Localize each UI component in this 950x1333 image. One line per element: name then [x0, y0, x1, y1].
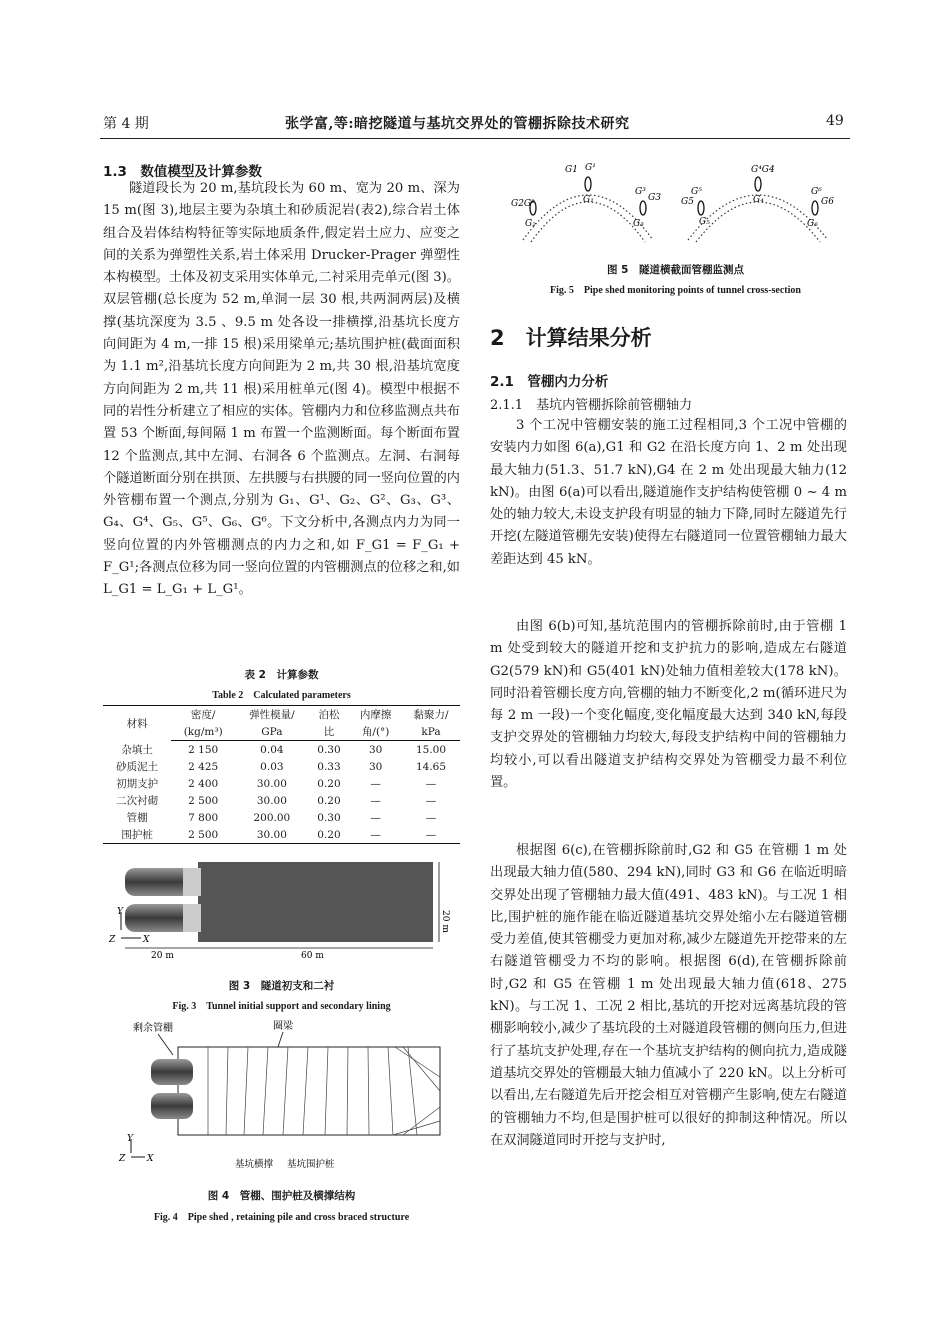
fig5-label: G5 [681, 197, 694, 207]
cell: 围护桩 [103, 826, 171, 844]
cell: — [349, 826, 402, 844]
fig4-axis-y-label: Y [127, 1134, 133, 1144]
fig5-label: G3 [648, 193, 661, 203]
right-paragraph-1: 3 个工况中管棚安装的施工过程相同,3 个工况中管棚的安装内力如图 6(a),G1 和 G2 在沿长度方向 1、2 m 处出现最大轴力(51.3、51.7 kN),G4 在 2 m 处出现最大轴力(12 kN)。由图 6(a)可以看出,隧道施作支护结构使管棚 0 ~ 4 m 处的轴力较大,未设支护段有明显的轴力下降,同时左隧道先行开挖(左隧道管棚先安装)使得左右隧道同一位置管棚轴力最大差距达到 45 kN。 [490, 418, 847, 567]
cell: 30.00 [256, 777, 287, 790]
dim-20m-v: 20 m [440, 910, 450, 933]
header-page: 49 [826, 113, 844, 129]
fig3-caption: 图 3 隧道初支和二衬 [228, 980, 335, 992]
cell: 0.20 [309, 826, 350, 844]
cell: 0.30 [317, 743, 341, 756]
cell: 0.20 [317, 777, 341, 790]
cell: 初期支护 [116, 778, 159, 790]
right-paragraph-2: 由图 6(b)可知,基坑范围内的管棚拆除前时,由于管棚 1 m 处受到较大的隧道开挖和支护抗力的影响,造成左右隧道 G2(579 kN)和 G5(401 kN)处轴力值相差较大(178 kN)。同时沿着管棚长度方向,管棚的轴力不断变化,2 m(循环进尺为每 2 m 一段)一个变化幅度,变化幅度最大达到 340 kN,每段支护交界处的管棚轴力均较大,每段支护结构中间的管棚轴力均较小,可以看出隧道支护结构交界处为管棚受力最不利位置。 [490, 619, 847, 791]
label-pile: 基坑围护桩 [287, 1159, 335, 1170]
soil-block [198, 862, 433, 942]
label-ring-beam: 圈梁 [273, 1021, 293, 1032]
section-2-1-heading: 2.1 管棚内力分析 [490, 374, 609, 390]
th-density-unit: (kg/m³) [171, 723, 235, 741]
fig5-label: G⁴G4 [751, 165, 775, 175]
header-rule [100, 138, 850, 139]
brace-lines [208, 1047, 440, 1135]
cell: — [425, 777, 437, 790]
fig5-caption-en: Fig. 5 Pipe shed monitoring points of tunnel cross-section [550, 285, 801, 296]
cell: 15.00 [415, 743, 447, 756]
table2-caption: 表 2 计算参数 [244, 669, 319, 681]
table-row [103, 758, 460, 775]
cell: — [370, 777, 381, 790]
section-2-heading: 2 计算结果分析 [490, 326, 652, 350]
fig4-axis-x-label: X [147, 1154, 154, 1164]
section-1-3-heading: 1.3 数值模型及计算参数 [103, 164, 262, 180]
figure-5-monitoring-points [503, 160, 848, 252]
cell: 管棚 [126, 812, 148, 824]
cell: 2 500 [188, 794, 219, 807]
leader-remaining [158, 1034, 173, 1055]
fig5-label: G₅ [699, 217, 710, 227]
fig5-label: G₁ [583, 195, 594, 205]
remaining-pipes [151, 1059, 193, 1119]
th-modulus-unit: GPa [235, 723, 309, 741]
th-material: 材料 [103, 706, 171, 741]
th-poisson: 泊松 [309, 706, 350, 724]
table-row [103, 741, 460, 759]
figure-3-model [103, 858, 460, 966]
cell: 2 500 [171, 826, 235, 844]
cell: 砂质泥土 [116, 761, 159, 773]
cell: 0.20 [317, 794, 341, 807]
th-density: 密度/ [171, 706, 235, 724]
table-row [103, 792, 460, 809]
pit-box [178, 1047, 440, 1135]
axis-x-label: X [143, 935, 150, 945]
cell: 30.00 [256, 794, 287, 807]
cell: — [425, 794, 437, 807]
th-poisson-unit: 比 [309, 723, 350, 741]
fig5-label: G⁶ [811, 187, 822, 197]
table-row [103, 809, 460, 826]
cell: 杂填土 [121, 743, 153, 756]
cell: 30.00 [235, 826, 309, 844]
table-row [103, 826, 460, 844]
fig3-caption-en: Fig. 3 Tunnel initial support and secondary lining [172, 1001, 391, 1012]
monitor-ellipses [530, 177, 818, 215]
fig5-label: G¹ [585, 163, 596, 173]
header-title: 张学富,等:暗挖隧道与基坑交界处的管棚拆除技术研究 [285, 116, 630, 132]
axis-y-label: Y [117, 907, 123, 917]
section-2-1-1-heading: 2.1.1 基坑内管棚拆除前管棚轴力 [490, 398, 693, 413]
cell: — [425, 811, 437, 824]
label-remaining-pipe: 剩余管棚 [133, 1023, 173, 1034]
th-friction-unit: 角/(°) [349, 723, 402, 741]
th-modulus: 弹性模量/ [235, 706, 309, 724]
cell: 14.65 [415, 760, 447, 773]
cell: 2 425 [188, 760, 219, 773]
header-issue: 第 4 期 [103, 116, 149, 132]
fig5-label: G³ [635, 187, 646, 197]
table2-caption-en: Table 2 Calculated parameters [212, 690, 351, 701]
cell: — [370, 794, 381, 807]
th-cohesion-unit: kPa [402, 723, 460, 741]
fig5-label: G₆ [807, 219, 818, 229]
cell: — [370, 811, 381, 824]
table-2 [103, 705, 460, 844]
th-cohesion: 黏聚力/ [402, 706, 460, 724]
cell: 30 [368, 760, 383, 773]
label-brace: 基坑横撑 [235, 1159, 274, 1170]
right-paragraph-3: 根据图 6(c),在管棚拆除前时,G2 和 G5 在管棚 1 m 处出现最大轴力值(580、294 kN),同时 G3 和 G6 在临近明暗交界处出现了管棚轴力最大值(491、483 kN)。与工况 1 相比,围护桩的施作能在临近隧道基坑交界处缩小左右隧道管棚受力差值,使其管棚受力更加对称,减少左隧道先开挖带来的左右隧道管棚受力不均的影响。根据图 6(d),在管棚拆除前时,G2 和 G5 在管棚 1 m 处出现最大轴力值(618、275 kN)。与工况 1、工况 2 相比,基坑的开挖对远离基坑段的管棚影响较小,减少了基坑段的土对隧道段管棚的侧向压力,但进行了基坑支护处理,存在一个基坑支护结构的侧向抗力,造成隧道基坑交界处的管棚最大轴力值减小了 220 kN。以上分析可以看出,左右隧道先后开挖会相互对管棚产生影响,使左右隧道的管棚轴力不均,但是围护桩可以很好的抑制这种情况。所以在双洞隧道同时开挖与支护时, [490, 843, 847, 1148]
fig5-label: G1 [565, 165, 578, 175]
fig5-label: G₃ [633, 219, 644, 229]
figure-4-structure [103, 1017, 460, 1175]
fig5-label: G⁵ [691, 187, 702, 197]
cell: 0.30 [317, 811, 341, 824]
left-paragraph-1: 隧道段长为 20 m,基坑段长为 60 m、宽为 20 m、深为 15 m(图 3),地层主要为杂填土和砂质泥岩(表2),综合岩土体组合及岩体结构特征等实际地质条件,假定岩土应力、应变之间的关系为弹塑性关系,岩土体采用 Drucker-Prager 弹塑性本构模型。土体及初支采用实体单元,二衬采用壳单元(图 3)。双层管棚(总长度为 52 m,单洞一层 30 根,共两洞两层)及横撑(基坑深度为 3.5 、9.5 m 处各设一排横撑,沿基坑长度方向间距为 4 m,一排 15 根)采用梁单元;基坑围护桩(截面面积为 1.1 m²,沿基坑长度方向间距为 2 m,共 30 根,沿基坑宽度方向间距为 2 m,共 11 根)采用桩单元(图 4)。模型中根据不同的岩性分析建立了相应的实体。管棚内力和位移监测点共布置 53 个断面,每间隔 1 m 布置一个监测断面。每个断面布置 12 个监测点,其中左洞、右洞各 6 个监测点。左洞、右洞每个隧道断面分别在拱顶、左拱腰与右拱腰的同一竖向位置的内外管棚布置一个测点,分别为 G₁、G¹、G₂、G²、G₃、G³、G₄、G⁴、G₅、G⁵、G₆、G⁶。下文分析中,各测点内力为同一竖向位置的内外管棚测点的内力之和,如 F_G1 = F_G₁ + F_G¹;各测点位移为同一竖向位置的内管棚测点的位移之和,如 L_G1 = L_G₁ + L_G¹。 [103, 181, 460, 598]
cell: 2 400 [188, 777, 219, 790]
fig5-label: G6 [821, 197, 834, 207]
cell: 0.03 [260, 760, 284, 773]
fig4-axis-z-label: Z [119, 1154, 126, 1164]
dim-20m: 20 m [151, 951, 174, 961]
cell: 2 150 [188, 743, 219, 756]
fig4-caption: 图 4 管棚、围护桩及横撑结构 [207, 1190, 356, 1202]
cell: 7 800 [188, 811, 219, 824]
fig5-label: G₂ [525, 219, 536, 229]
fig4-caption-en: Fig. 4 Pipe shed , retaining pile and cross braced structure [153, 1212, 410, 1223]
tunnel-upper [125, 868, 201, 896]
table-row [103, 775, 460, 792]
cell: 0.04 [260, 743, 284, 756]
fig5-label: G2G² [511, 199, 535, 209]
cell: 30 [368, 743, 383, 756]
dim-60m: 60 m [301, 951, 324, 961]
cell: 0.33 [317, 760, 341, 773]
cell: 二次衬砌 [116, 795, 159, 807]
axis-z-label: Z [109, 935, 116, 945]
th-friction: 内摩擦 [349, 706, 402, 724]
tunnel-lower [125, 904, 201, 932]
fig5-label: G₄ [753, 195, 764, 205]
leader-ring [278, 1032, 283, 1047]
fig5-caption: 图 5 隧道横截面管棚监测点 [607, 264, 744, 276]
cell: 200.00 [253, 811, 291, 824]
cell: — [402, 826, 460, 844]
